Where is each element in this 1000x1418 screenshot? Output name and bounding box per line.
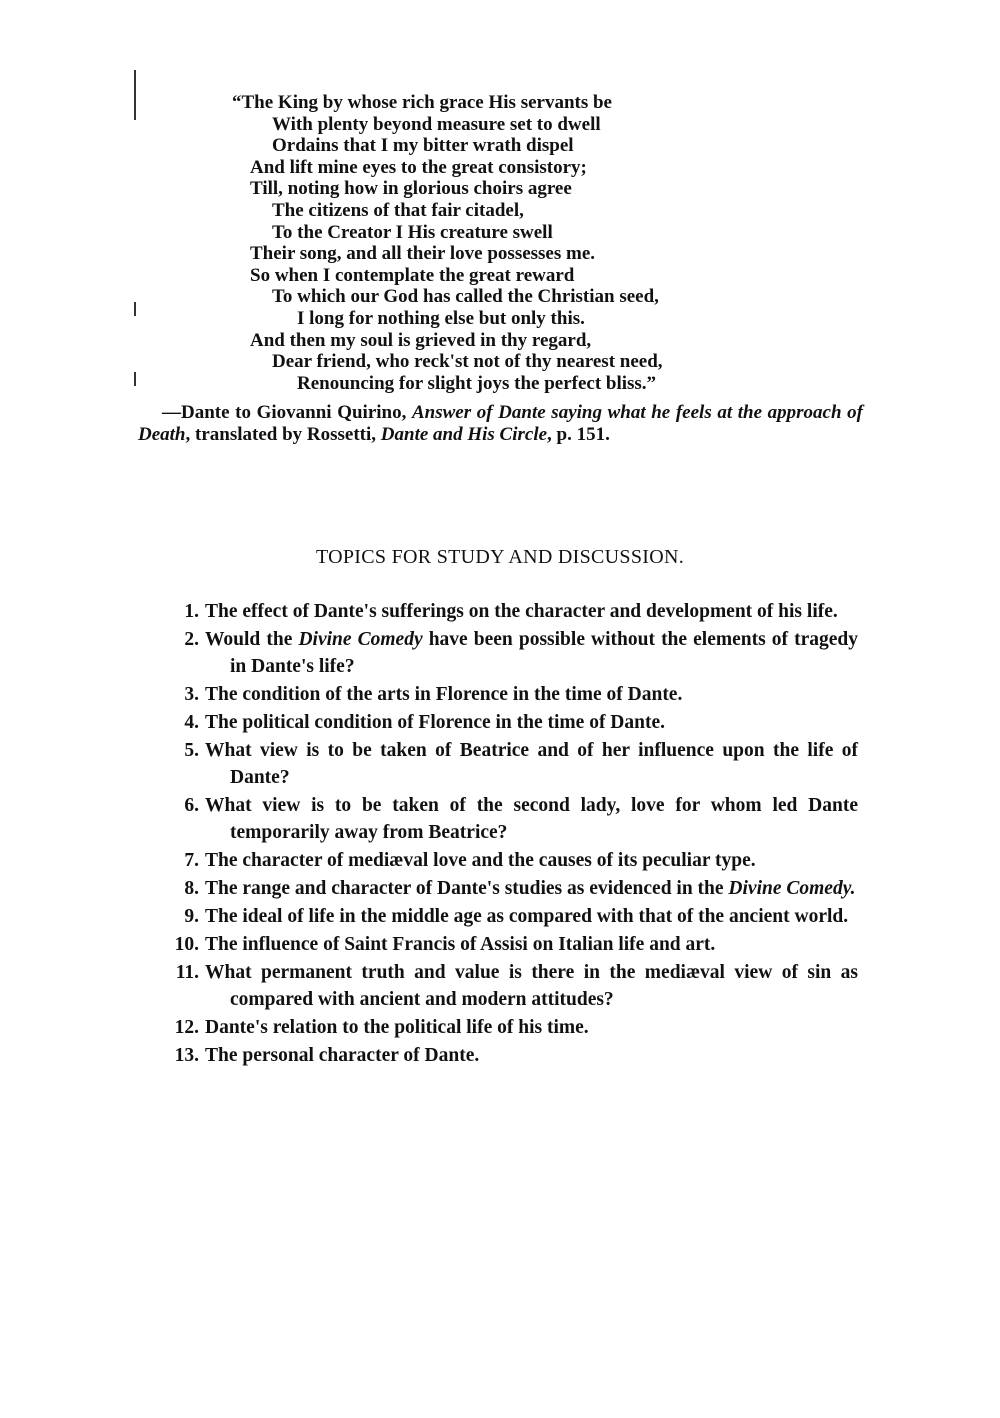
topic-number: 6. [184, 795, 199, 816]
margin-line [134, 70, 136, 120]
citation [138, 402, 863, 446]
text-segment: The range and character of Dante's studies as evidenced in the [205, 878, 729, 899]
text-segment: The political condition of Florence in the time of Dante. [205, 712, 666, 733]
text-segment: What permanent truth and value is there in the mediæval view of sin as compared with ancient and modern attitudes? [205, 962, 858, 1010]
text-segment: —Dante to Giovanni Quirino, [162, 402, 412, 423]
margin-line [134, 372, 136, 386]
topic-number: 13. [174, 1045, 199, 1066]
topic-number: 12. [174, 1017, 199, 1038]
text-segment: What view is to be taken of Beatrice and of her influence upon the life of Dante? [205, 740, 858, 788]
text-segment: The ideal of life in the middle age as compared with that of the ancient world. [205, 906, 849, 927]
topic-item [150, 903, 858, 930]
topic-number: 4. [184, 712, 199, 733]
topic-item [150, 1014, 858, 1041]
poem-line: To which our God has called the Christian seed, [272, 286, 659, 308]
topic-item [150, 792, 858, 846]
topic-number: 1. [184, 601, 199, 622]
topic-item [150, 931, 858, 958]
topic-item [150, 709, 858, 736]
topic-number: 8. [184, 878, 199, 899]
text-segment: The character of mediæval love and the causes of its peculiar type. [205, 850, 756, 871]
italic-title-text: Divine Comedy [298, 629, 423, 650]
topic-item [150, 626, 858, 680]
topic-number: 7. [184, 850, 199, 871]
text-segment: The influence of Saint Francis of Assisi on Italian life and art. [205, 934, 716, 955]
poem-line: And then my soul is grieved in thy regard, [250, 329, 592, 351]
topic-number: 2. [184, 629, 199, 650]
poem-line: Ordains that I my bitter wrath dispel [272, 135, 574, 157]
text-segment: Would the [205, 629, 299, 650]
text-segment: , p. 151. [547, 424, 610, 445]
poem-line: Till, noting how in glorious choirs agree [250, 178, 572, 200]
topic-number: 3. [184, 684, 199, 705]
topic-item [150, 681, 858, 708]
italic-title-text: Dante and His Circle [380, 424, 548, 445]
topic-item [150, 737, 858, 791]
text-segment: The condition of the arts in Florence in the time of Dante. [205, 684, 683, 705]
topic-item [150, 875, 858, 902]
topic-item [150, 598, 858, 625]
poem-line: Their song, and all their love possesses me. [250, 243, 596, 265]
poem-line: Renouncing for slight joys the perfect bliss.” [297, 372, 657, 394]
poem-line: So when I contemplate the great reward [250, 264, 575, 286]
topic-number: 5. [184, 740, 199, 761]
poem-quotation [232, 92, 663, 394]
text-segment: What view is to be taken of the second lady, love for whom led Dante temporarily away from Beatrice? [205, 795, 858, 843]
text-segment: The effect of Dante's sufferings on the character and development of his life. [205, 601, 838, 622]
topic-item [150, 847, 858, 874]
section-title: TOPICS FOR STUDY AND DISCUSSION. [315, 546, 684, 568]
topic-item [150, 959, 858, 1013]
italic-title-text: Divine Comedy. [728, 878, 856, 899]
poem-line: I long for nothing else but only this. [297, 307, 585, 329]
poem-line: Dear friend, who reck'st not of thy nearest need, [272, 351, 663, 373]
text-segment: have been possible without the elements of tragedy in Dante's life? [230, 629, 859, 677]
poem-line: To the Creator I His creature swell [272, 221, 553, 243]
text-segment: Dante's relation to the political life of his time. [205, 1017, 589, 1038]
poem-line: And lift mine eyes to the great consistory; [250, 156, 587, 178]
poem-line: “The King by whose rich grace His servants be [232, 92, 612, 113]
topics-list [150, 598, 858, 1070]
topic-number: 9. [184, 906, 199, 927]
margin-line [134, 302, 136, 316]
text-segment: , translated by Rossetti, [185, 424, 381, 445]
topic-number: 11. [175, 962, 199, 983]
topic-item [150, 1042, 858, 1069]
italic-title-text: Answer of Dante saying what he feels at the approach of Death [138, 402, 863, 445]
text-segment: The personal character of Dante. [205, 1045, 480, 1066]
topic-number: 10. [174, 934, 199, 955]
poem-line: With plenty beyond measure set to dwell [272, 113, 601, 135]
poem-line: The citizens of that fair citadel, [272, 199, 524, 221]
